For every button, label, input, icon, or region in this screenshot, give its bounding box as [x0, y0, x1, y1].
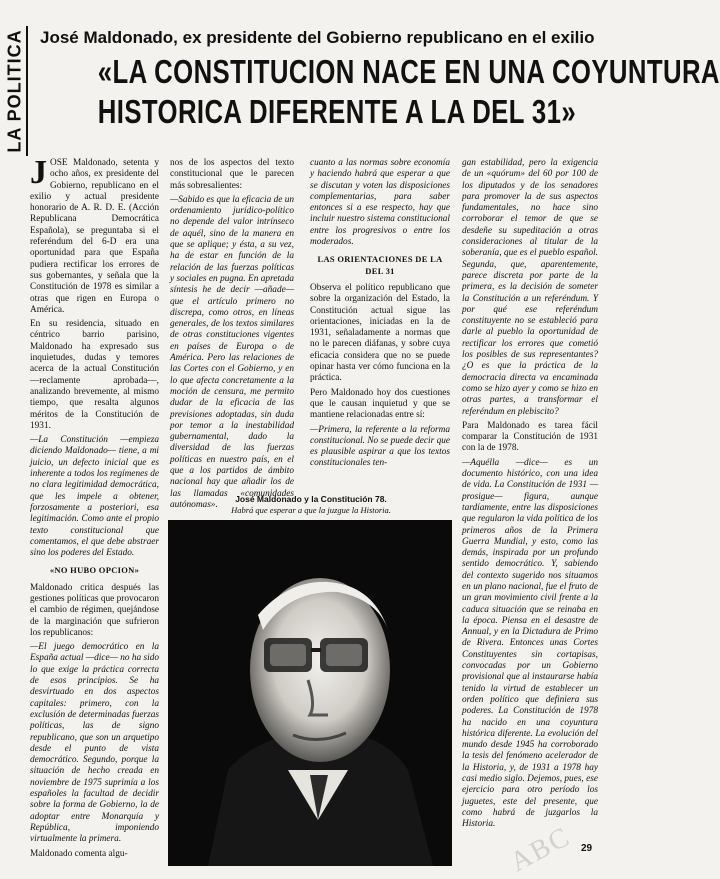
article-paragraph: Para Maldonado es tarea fácil comparar la Constitución de 1931 con la de 1978. [462, 420, 598, 454]
section-tab [4, 26, 28, 156]
photo-caption [170, 494, 452, 516]
caption-subtitle: Habrá que esperar a que la juzgue la Historia. [231, 505, 391, 515]
drop-cap: J [30, 154, 47, 191]
caption-title: José Maldonado y la Constitución 78. [235, 494, 387, 504]
article-paragraph: —Primera, la referente a la reforma constitucional. No se puede decir que es plausible aspirar a que los textos constitucionales ten- [310, 424, 450, 469]
portrait-photo [168, 520, 452, 866]
section-label: LA POLITICA [4, 29, 25, 153]
portrait-illustration [168, 520, 452, 866]
subheading: «NO HUBO OPCION» [49, 565, 140, 576]
kicker-line: José Maldonado, ex presidente del Gobierno republicano en el exilio [40, 28, 595, 47]
article-paragraph: gan estabilidad, pero la exigencia de un «quórum» del 60 por 100 de los diputados y de los senadores para promover la de sus aspectos fundamentales, no hace sino corroborar el temor de que se desdeñe su supeditación a otras consideraciones al titular de la soberanía, que es el pueblo español. Segunda, que, aparentemente, parece discreta por parte de la primera, es la decisión de someter la Constitución a un referéndum. Y por qué ese referéndum constituyente no se estableció para darle al pueblo la oportunidad de rectificar los errores que cometió los posibles de sus representantes? ¿O es que la práctica de la democracia directa va encaminada como se hizo ayer y como se hizo en otras partes, a transformar el referéndum en plebiscito? [462, 158, 598, 417]
page-number: 29 [581, 843, 593, 854]
article-paragraph: Observa el político republicano que sobre la organización del Estado, la Constitución actual sigue las orientaciones, iniciadas en la de 1931, señaladamente a normas que no le parecen diáfanas, y sobre cuya eficacia considera que no se puede opinar hasta ver cómo funciona en la práctica. [310, 282, 450, 384]
article-column-3 [310, 158, 450, 473]
article-paragraph: cuanto a las normas sobre economía y haciendo habrá que esperar a que se discutan y voten las disposiciones complementarias, para saber entonces si a ese respecto, hay que incluir nuestro sistema constitucional entre los progresivos o entre los moderados. [310, 158, 450, 248]
article-column-2 [170, 158, 294, 514]
article-paragraph: Maldonado critica después las gestiones políticas que provocaron el cambio de régimen, quejándose de la marginación que sufrieron los republicanos: [30, 582, 159, 638]
headline-line-2: HISTORICA DIFERENTE A LA DEL 31» [97, 93, 577, 130]
article-paragraph: En su residencia, situado en céntrico barrio parisino, Maldonado ha expresado sus inquietudes, dudas y temores acerca de la actual Constitución —reclamente aprobada—, analizando brevemente, al mismo tiempo, que resalta algunos méritos de la Constitución de 1931. [30, 319, 159, 431]
headline [34, 52, 720, 132]
article-paragraph: Maldonado comenta algu- [30, 848, 128, 859]
article-paragraph: nos de los aspectos del texto constitucional que le parecen más sobresalientes: [170, 158, 294, 191]
article-paragraph: Pero Maldonado hoy dos cuestiones que le causan inquietud y que se mantiene relacionadas entre sí: [310, 387, 450, 421]
abc-watermark: ABC [505, 820, 576, 879]
subheading: LAS ORIENTACIONES DE LA DEL 31 [317, 254, 443, 276]
article-paragraph: —Sabido es que la eficacia de un ordenamiento jurídico-político no depende del valor intrínseco de aquél, sino de la manera en que se aplique; y ésta, a su vez, ha de estar en función de la relación de las fuerzas políticas y sociales en pugna. En apretada síntesis he de decir —añade— que el artículo primero no discrepa, como otros, en líneas generales, de los textos similares de otras constituciones vigentes en países de Europa o de América. Pero las relaciones de las Cortes con el Gobierno, y en lo que afecta concretamente a la moción de censura, me permito dudar de la eficacia de las previsiones adoptadas, sin duda por temor a la inestabilidad gubernamental, dado la diversidad de las fuerzas políticas en nuestro país, en el que a los partidos de ámbito nacional hay que añadir los de las llamadas «comunidades autónomas». [170, 194, 294, 510]
article-paragraph: —El juego democrático en la España actual —dice— no ha sido lo que exige la práctica correcta de esos principios. Se ha desvirtuado en dos aspectos capitales: primero, con la exclusión de determinadas fuerzas políticas, las de signo republicano, que son un arquetipo desde el punto de vista democrático. Segundo, porque la situación de hecho creada en noviembre de 1975 suprimía a los españoles la facultad de decidir sobre la forma de Gobierno, la de adoptar entre Monarquía y República, imponiendo virtualmente la primera. [30, 642, 159, 845]
article-column-1 [30, 154, 159, 863]
article-paragraph: OSE Maldonado, setenta y ocho años, ex presidente del Gobierno, republicano en el exilio y actual presidente honorario de A. R. D. E. (Acción Republicana Democrática Española), se preguntaba si el referéndum del 6-D era una oportunidad para que España pudiera rectificar los errores de sus gobernantes, y señala que la Constitución de 1978 es similar a otras que rigen en Europa o América. [30, 158, 159, 315]
article-paragraph: —La Constitución —empieza diciendo Maldonado— tiene, a mi juicio, un defecto inicial que es inherente a todos los regímenes de no clara legitimidad democrática, que les impele a obtener, forzosamente a posteriori, esa legitimación. Como ante el propio texto constitucional que comentamos, el que debe abstraer sino los poderes del Estado. [30, 435, 159, 559]
article-paragraph: —Aquélla —dice— es un documento histórico, con una idea de vida. La Constitución de 1931 —prosigue— figura, aunque tardíamente, entre las disposiciones que regularon la vida política de los primeros años de la Primera Guerra Mundial, y esto, como las demás, inspirada por un profundo sentido democrático. Y, sabiendo del contexto sugerido nos situamos en un plano nacional, fue el fruto de un gran movimiento civil frente a la caduca situación que se reinaba en la época. Piensa en el desastre de Annual, y en la Dictadura de Primo de Rivera. Entonces unas Cortes Constituyentes sin cortapisas, convocadas por un Gobierno provisional que al instaurarse había tenido la virtud de establecer un orden político que definiera sus poderes. La Constitución de 1978 ha nacido en una coyuntura histórica diferente. La evolución del mundo desde 1945 ha corroborado la tesis del fenómeno acelerador de la Historia, y, de 1931 a 1978 hay casi medio siglo. Dejemos, pues, ese ejercicio para otro período los juguetes, este del presente, que como habrá de juzgarlos la Historia. [462, 457, 598, 830]
article-column-4 [462, 158, 598, 834]
headline-line-1: «LA CONSTITUCION NACE EN UNA COYUNTURA [97, 53, 720, 90]
